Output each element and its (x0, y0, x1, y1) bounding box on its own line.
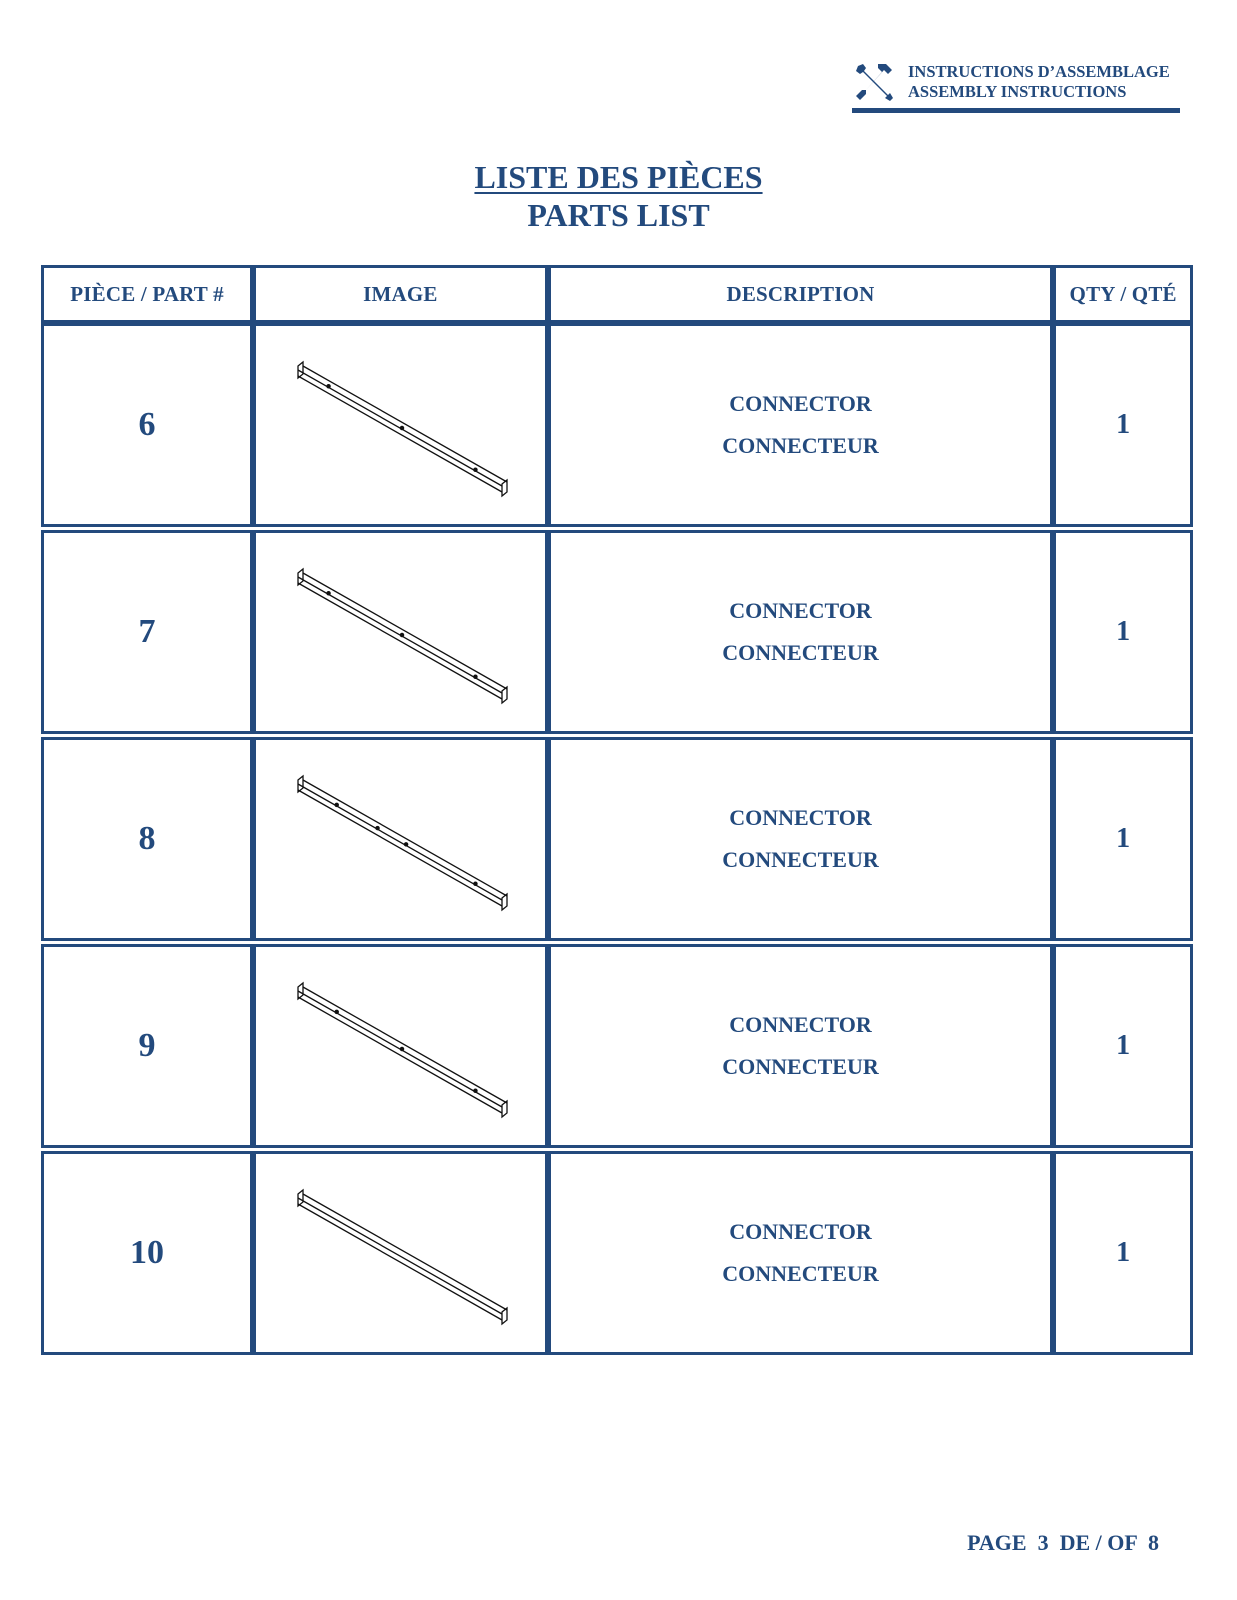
header-text (908, 62, 1170, 102)
description-en: CONNECTOR (729, 391, 872, 416)
table-row (41, 530, 1193, 734)
description-fr: CONNECTEUR (722, 640, 879, 665)
description-en: CONNECTOR (729, 1012, 872, 1037)
description-fr: CONNECTEUR (722, 433, 879, 458)
description-fr: CONNECTEUR (722, 1054, 879, 1079)
connector-bar-drawing (280, 764, 520, 914)
description-en: CONNECTOR (729, 598, 872, 623)
table-row (41, 1151, 1193, 1355)
description-fr: CONNECTEUR (722, 1261, 879, 1286)
footer-page-label: PAGE (967, 1530, 1027, 1555)
description-en: CONNECTOR (729, 1219, 872, 1244)
footer-page-current: 3 (1037, 1530, 1049, 1555)
part-description (548, 737, 1054, 941)
part-quantity: 1 (1053, 737, 1193, 941)
part-number: 6 (41, 323, 253, 527)
part-image (253, 944, 548, 1148)
part-description (548, 1151, 1054, 1355)
part-image (253, 737, 548, 941)
part-description (548, 944, 1054, 1148)
connector-bar-drawing (280, 971, 520, 1121)
table-row (41, 944, 1193, 1148)
connector-bar-drawing (280, 557, 520, 707)
title-fr: LISTE DES PIÈCES (474, 159, 763, 195)
table-row (41, 323, 1193, 527)
part-number: 8 (41, 737, 253, 941)
footer-page-total: 8 (1148, 1530, 1159, 1555)
column-header-description: DESCRIPTION (548, 265, 1054, 323)
connector-bar-drawing (280, 350, 520, 500)
parts-table (41, 265, 1193, 1355)
table-header-row (41, 265, 1193, 323)
parts-table-body (41, 323, 1193, 1355)
part-number: 10 (41, 1151, 253, 1355)
part-quantity: 1 (1053, 323, 1193, 527)
footer-separator: DE / OF (1059, 1530, 1137, 1555)
header-line-en: ASSEMBLY INSTRUCTIONS (908, 82, 1127, 101)
part-quantity: 1 (1053, 1151, 1193, 1355)
column-header-qty: QTY / QTÉ (1053, 265, 1193, 323)
page-title (0, 158, 1237, 234)
description-fr: CONNECTEUR (722, 847, 879, 872)
header-line-fr: INSTRUCTIONS D’ASSEMBLAGE (908, 62, 1170, 81)
part-image (253, 1151, 548, 1355)
part-quantity: 1 (1053, 944, 1193, 1148)
connector-bar-drawing (280, 1178, 520, 1328)
part-number: 9 (41, 944, 253, 1148)
part-number: 7 (41, 530, 253, 734)
part-description (548, 323, 1054, 527)
part-quantity: 1 (1053, 530, 1193, 734)
column-header-part: PIÈCE / PART # (41, 265, 253, 323)
header-rule (852, 108, 1180, 113)
part-image (253, 323, 548, 527)
document-header (852, 58, 1180, 114)
table-row (41, 737, 1193, 941)
column-header-image: IMAGE (253, 265, 548, 323)
page-footer (967, 1530, 1159, 1556)
part-image (253, 530, 548, 734)
hammer-wrench-icon (852, 60, 896, 104)
part-description (548, 530, 1054, 734)
title-en: PARTS LIST (527, 197, 710, 233)
description-en: CONNECTOR (729, 805, 872, 830)
